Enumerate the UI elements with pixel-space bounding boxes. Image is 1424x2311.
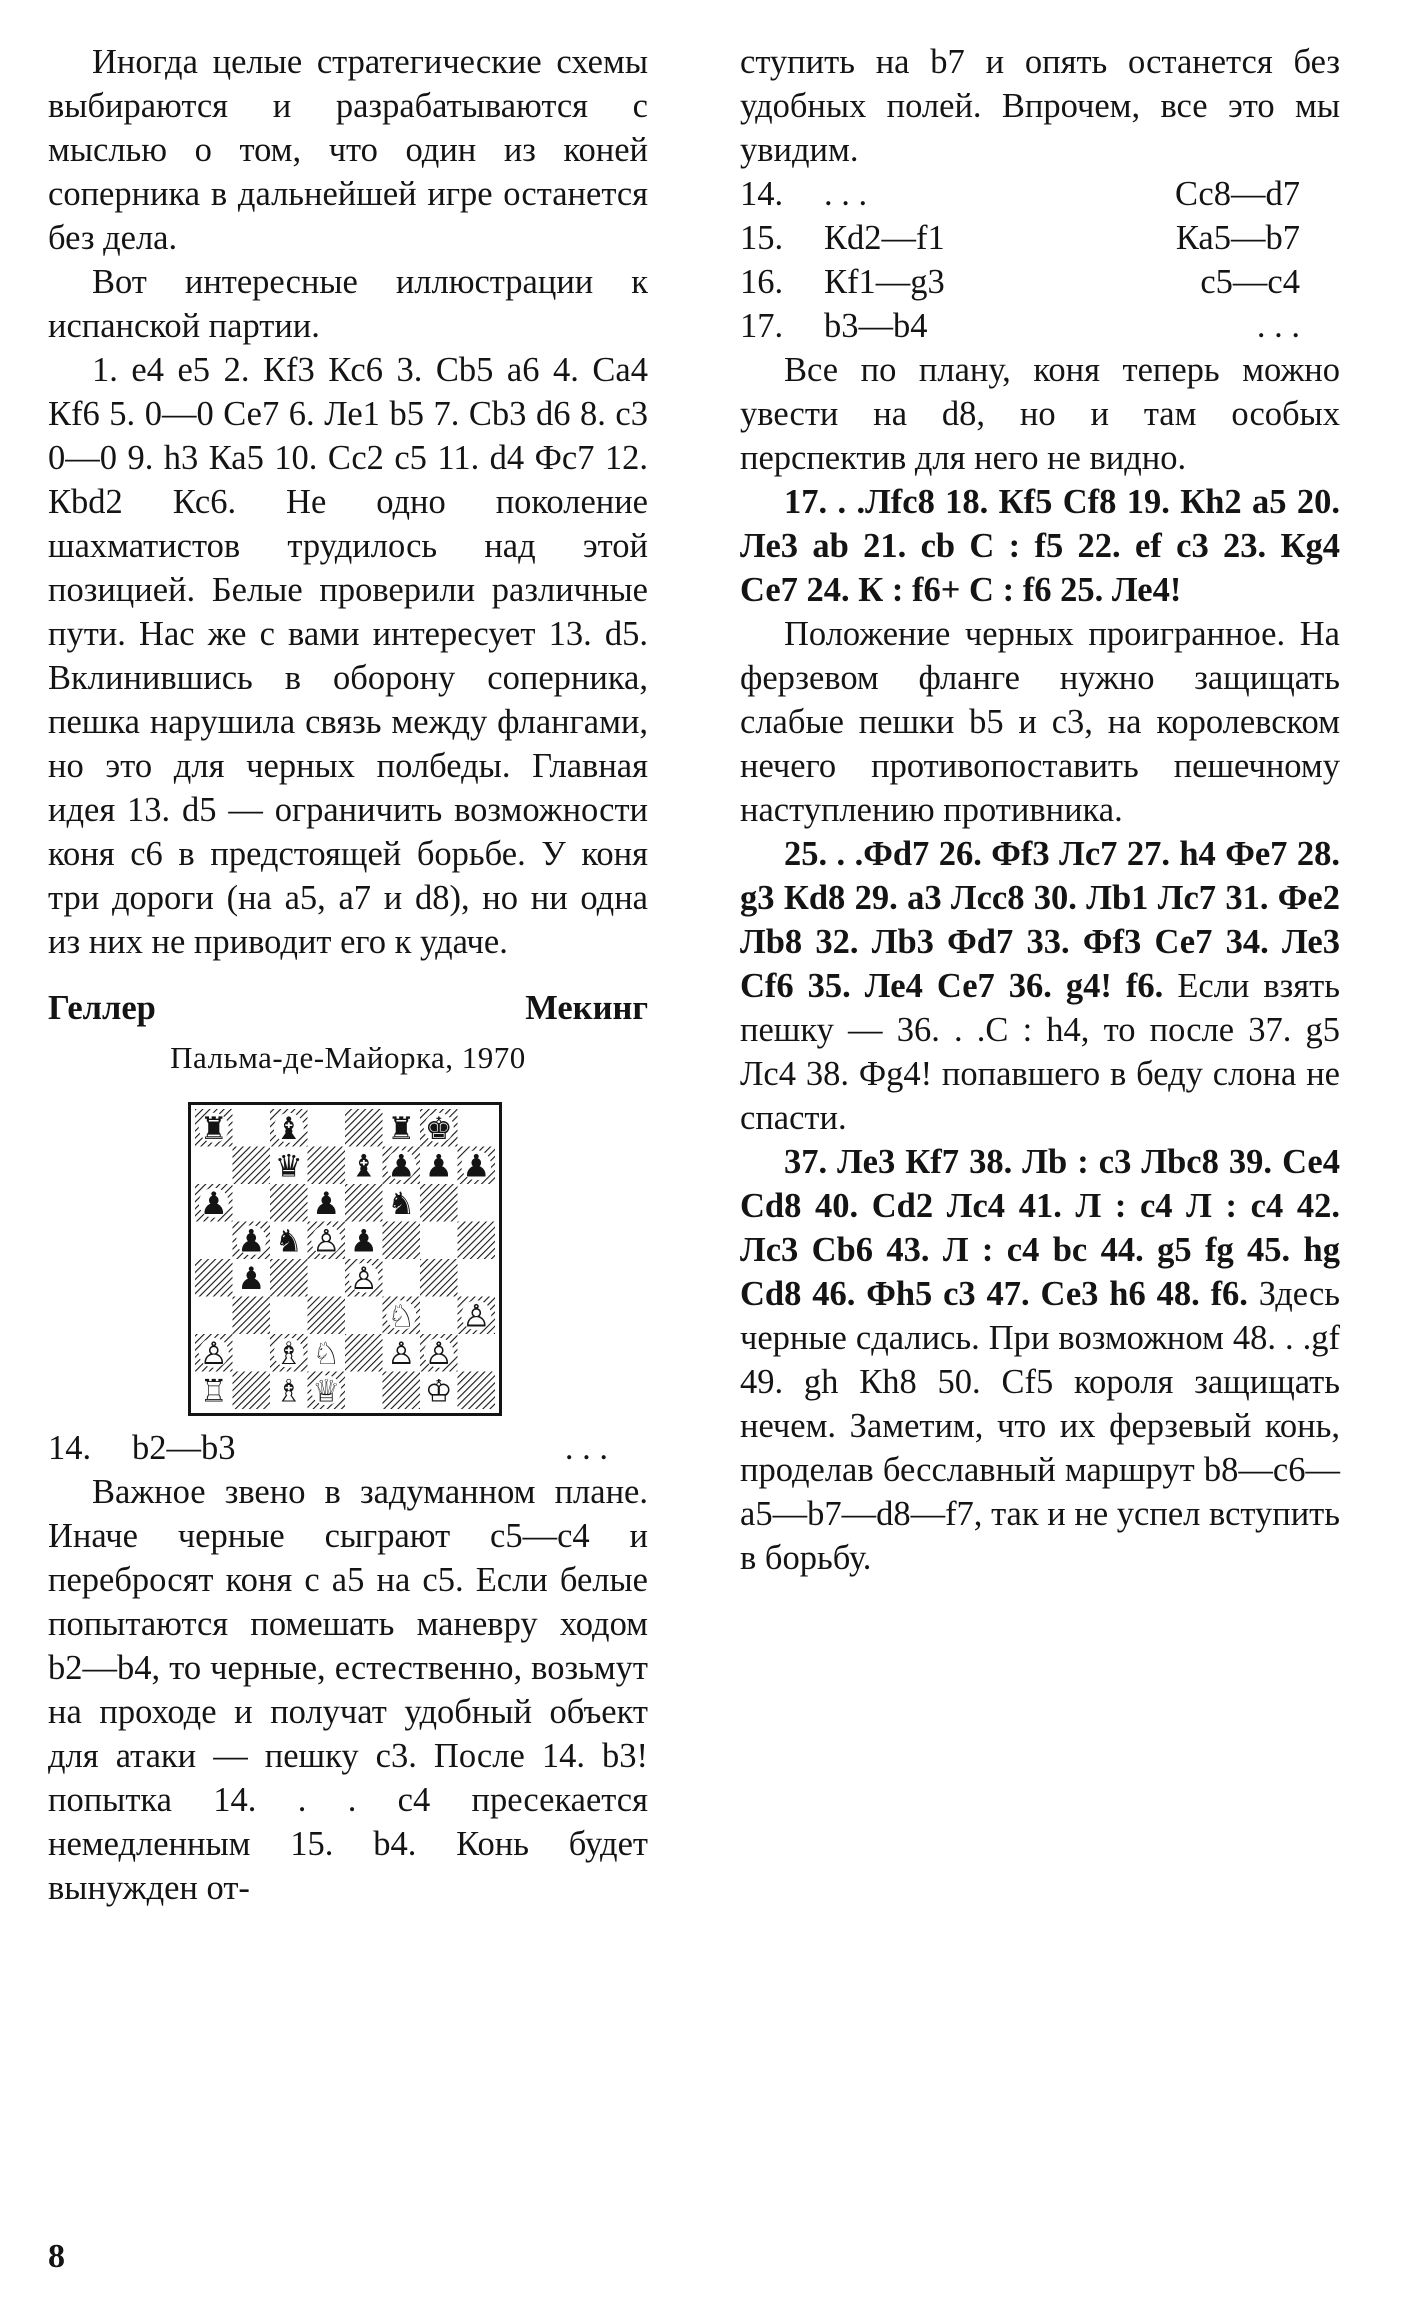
black-bishop-c8-icon: ♝ bbox=[274, 1110, 303, 1147]
square-b2 bbox=[233, 1334, 271, 1372]
square-c6 bbox=[270, 1184, 308, 1222]
square-h4 bbox=[458, 1259, 496, 1297]
black-queen-c7-icon: ♛ bbox=[274, 1148, 303, 1185]
move-number: 14. bbox=[48, 1429, 92, 1467]
black-pawn-e5-icon: ♟ bbox=[349, 1223, 378, 1260]
square-e6 bbox=[345, 1184, 383, 1222]
move-row bbox=[48, 1426, 648, 1470]
paragraph-intro: Иногда целые стратегические схемы выбираются и разрабатываются с мыслью о том, что один из коней соперника в дальнейшей игре останется без дела. bbox=[48, 43, 648, 257]
black-bishop-e7-icon: ♝ bbox=[349, 1148, 378, 1185]
square-g5 bbox=[420, 1222, 458, 1260]
black-rook-f8-icon: ♜ bbox=[387, 1110, 416, 1147]
white-move: Кd2—f1 bbox=[824, 219, 945, 257]
black-king-g8-icon: ♚ bbox=[424, 1110, 453, 1147]
white-player-name: Геллер bbox=[48, 989, 156, 1027]
black-player-name: Мекинг bbox=[525, 989, 648, 1027]
moves-25-36-bold: 25. . .Фd7 26. Фf3 Лс7 27. h4 Фе7 28. g3 Кd8 29. а3 Лсс8 30. Лb1 Лс7 31. Фе2 Лb8 32. Лb3 Фd7 33. Фf3 Се7 34. Ле3 Сf6 35. Ле4 Се7 36. g4! f6. bbox=[740, 835, 1340, 1005]
square-h5 bbox=[458, 1222, 496, 1260]
white-bishop-c2-icon: ♗ bbox=[274, 1335, 303, 1372]
game-header bbox=[48, 986, 648, 1030]
paragraph-plan-comment: Все по плану, коня теперь можно увести на d8, но и там особых перспектив для него не видно. bbox=[740, 351, 1340, 477]
white-rook-a1-icon: ♖ bbox=[199, 1373, 228, 1410]
black-move: Ка5—b7 bbox=[1175, 219, 1300, 257]
white-pawn-e4-icon: ♙ bbox=[349, 1260, 378, 1297]
chess-board bbox=[188, 1102, 502, 1416]
square-b3 bbox=[233, 1297, 271, 1335]
square-b8 bbox=[233, 1109, 271, 1147]
black-knight-c5-icon: ♞ bbox=[274, 1223, 303, 1260]
square-f4 bbox=[383, 1259, 421, 1297]
square-h8 bbox=[458, 1109, 496, 1147]
square-e3 bbox=[345, 1297, 383, 1335]
black-pawn-h7-icon: ♟ bbox=[462, 1148, 491, 1185]
white-knight-d2-icon: ♘ bbox=[312, 1335, 341, 1372]
moves-37-48-bold: 37. Ле3 Кf7 38. Лb : с3 Лbс8 39. Се4 Сd8 40. Сd2 Лс4 41. Л : с4 Л : с4 42. Лс3 Сb6 43. Л : с4 bс 44. g5 fg 45. hg Сd8 46. Фh5 с3 47. Се3 h6 48. f6. bbox=[740, 1143, 1340, 1313]
black-move: . . . bbox=[564, 1429, 608, 1467]
square-e2 bbox=[345, 1334, 383, 1372]
square-g4 bbox=[420, 1259, 458, 1297]
paragraph-illustrations: Вот интересные иллюстрации к испанской партии. bbox=[48, 263, 648, 345]
white-move: b3—b4 bbox=[824, 307, 928, 345]
move-row bbox=[740, 216, 1340, 260]
black-move: . . . bbox=[1256, 307, 1300, 345]
moves-25-36-comment: Если взять пешку — 36. . .С : h4, то после 37. g5 Лс4 38. Фg4! попавшего в беду слона не спасти. bbox=[740, 967, 1340, 1137]
move-14-line bbox=[48, 1426, 648, 1470]
moves-17-25: 17. . .Лfс8 18. Кf5 Сf8 19. Кh2 а5 20. Ле3 аb 21. сb С : f5 22. еf с3 23. Кg4 Се7 24. К : f6+ С : f6 25. Ле4! bbox=[740, 483, 1340, 609]
paragraph-position-lost: Положение черных проигранное. На ферзевом фланге нужно защищать слабые пешки b5 и с3, на королевском нечего противопоставить пешечному наступлению противника. bbox=[740, 615, 1340, 829]
square-f5 bbox=[383, 1222, 421, 1260]
black-pawn-d6-icon: ♟ bbox=[312, 1185, 341, 1222]
page-number: 8 bbox=[48, 2238, 65, 2275]
square-d4 bbox=[308, 1259, 346, 1297]
square-a7 bbox=[195, 1147, 233, 1185]
paragraph-moves-25-36 bbox=[740, 832, 1340, 1140]
square-a3 bbox=[195, 1297, 233, 1335]
square-d7 bbox=[308, 1147, 346, 1185]
square-d8 bbox=[308, 1109, 346, 1147]
black-move: с5—с4 bbox=[1200, 263, 1300, 301]
square-h6 bbox=[458, 1184, 496, 1222]
square-h1 bbox=[458, 1372, 496, 1410]
paragraph-opening-moves: 1. е4 е5 2. Кf3 Кс6 3. Сb5 а6 4. Са4 Кf6 5. 0—0 Се7 6. Ле1 b5 7. Сb3 d6 8. с3 0—0 9. h3 Ка5 10. Сс2 с5 11. d4 Фс7 12. Кbd2 Кс6. Не одно поколение шахматистов трудилось над этой позицией. Белые проверили различные пути. Нас же с вами интересует 13. d5. Вклинившись в оборону соперника, пешка нарушила связь между флангами, но это для черных полбеды. Главная идея 13. d5 — ограничить возможности коня с6 в предстоящей борьбе. У коня три дороги (на а5, а7 и d8), но ни одна из них не приводит его к удаче. bbox=[48, 351, 648, 961]
square-a5 bbox=[195, 1222, 233, 1260]
white-pawn-h3-icon: ♙ bbox=[462, 1298, 491, 1335]
paragraph-plan: Важное звено в задуманном плане. Иначе черные сыграют с5—с4 и перебросят коня с а5 на с5. Если белые попытаются помешать маневру ходом b2—b4, то черные, естественно, возьмут на проходе и получат удобный объект для атаки — пешку с3. После 14. b3! попытка 14. . . с4 пресекается немедленным 15. b4. Конь будет вынужден от- bbox=[48, 1473, 648, 1907]
right-column bbox=[740, 40, 1340, 1580]
white-knight-f3-icon: ♘ bbox=[387, 1298, 416, 1335]
square-c4 bbox=[270, 1259, 308, 1297]
move-row bbox=[740, 304, 1340, 348]
move-row bbox=[740, 172, 1340, 216]
square-d3 bbox=[308, 1297, 346, 1335]
game-location: Пальма-де-Майорка, 1970 bbox=[170, 1040, 526, 1075]
moves-table bbox=[740, 172, 1340, 348]
white-move: Кf1—g3 bbox=[824, 263, 945, 301]
black-pawn-f7-icon: ♟ bbox=[387, 1148, 416, 1185]
black-rook-a8-icon: ♜ bbox=[199, 1110, 228, 1147]
white-pawn-d5-icon: ♙ bbox=[312, 1223, 341, 1260]
square-b1 bbox=[233, 1372, 271, 1410]
white-move: . . . bbox=[824, 175, 868, 213]
black-move: Сс8—d7 bbox=[1175, 175, 1300, 213]
white-pawn-a2-icon: ♙ bbox=[199, 1335, 228, 1372]
square-b7 bbox=[233, 1147, 271, 1185]
move-number: 16. bbox=[740, 263, 784, 301]
black-pawn-b4-icon: ♟ bbox=[237, 1260, 266, 1297]
square-b6 bbox=[233, 1184, 271, 1222]
chess-diagram bbox=[188, 1102, 648, 1416]
paragraph-moves-37-48 bbox=[740, 1140, 1340, 1580]
left-column bbox=[48, 40, 648, 1910]
white-king-g1-icon: ♔ bbox=[424, 1373, 453, 1410]
black-pawn-a6-icon: ♟ bbox=[199, 1185, 228, 1222]
move-number: 15. bbox=[740, 219, 784, 257]
square-e8 bbox=[345, 1109, 383, 1147]
white-pawn-f2-icon: ♙ bbox=[387, 1335, 416, 1372]
black-pawn-b5-icon: ♟ bbox=[237, 1223, 266, 1260]
square-f1 bbox=[383, 1372, 421, 1410]
moves-37-48-comment: Здесь черные сдались. При возможном 48. . .gf 49. gh Кh8 50. Сf5 короля защищать нечем. Заметим, что их ферзевый конь, проделав бесславный маршрут b8—с6—а5—b7—d8—f7, так и не успел вступить в борьбу. bbox=[740, 1275, 1340, 1577]
black-pawn-g7-icon: ♟ bbox=[424, 1148, 453, 1185]
white-queen-d1-icon: ♕ bbox=[312, 1373, 341, 1410]
move-row bbox=[740, 260, 1340, 304]
square-g3 bbox=[420, 1297, 458, 1335]
square-h2 bbox=[458, 1334, 496, 1372]
white-pawn-g2-icon: ♙ bbox=[424, 1335, 453, 1372]
square-g6 bbox=[420, 1184, 458, 1222]
black-knight-f6-icon: ♞ bbox=[387, 1185, 416, 1222]
white-move: b2—b3 bbox=[132, 1429, 236, 1467]
square-e1 bbox=[345, 1372, 383, 1410]
white-bishop-c1-icon: ♗ bbox=[274, 1373, 303, 1410]
square-c3 bbox=[270, 1297, 308, 1335]
paragraph-continued: ступить на b7 и опять останется без удобных полей. Впрочем, все это мы увидим. bbox=[740, 43, 1340, 169]
move-number: 17. bbox=[740, 307, 784, 345]
move-number: 14. bbox=[740, 175, 784, 213]
square-a4 bbox=[195, 1259, 233, 1297]
